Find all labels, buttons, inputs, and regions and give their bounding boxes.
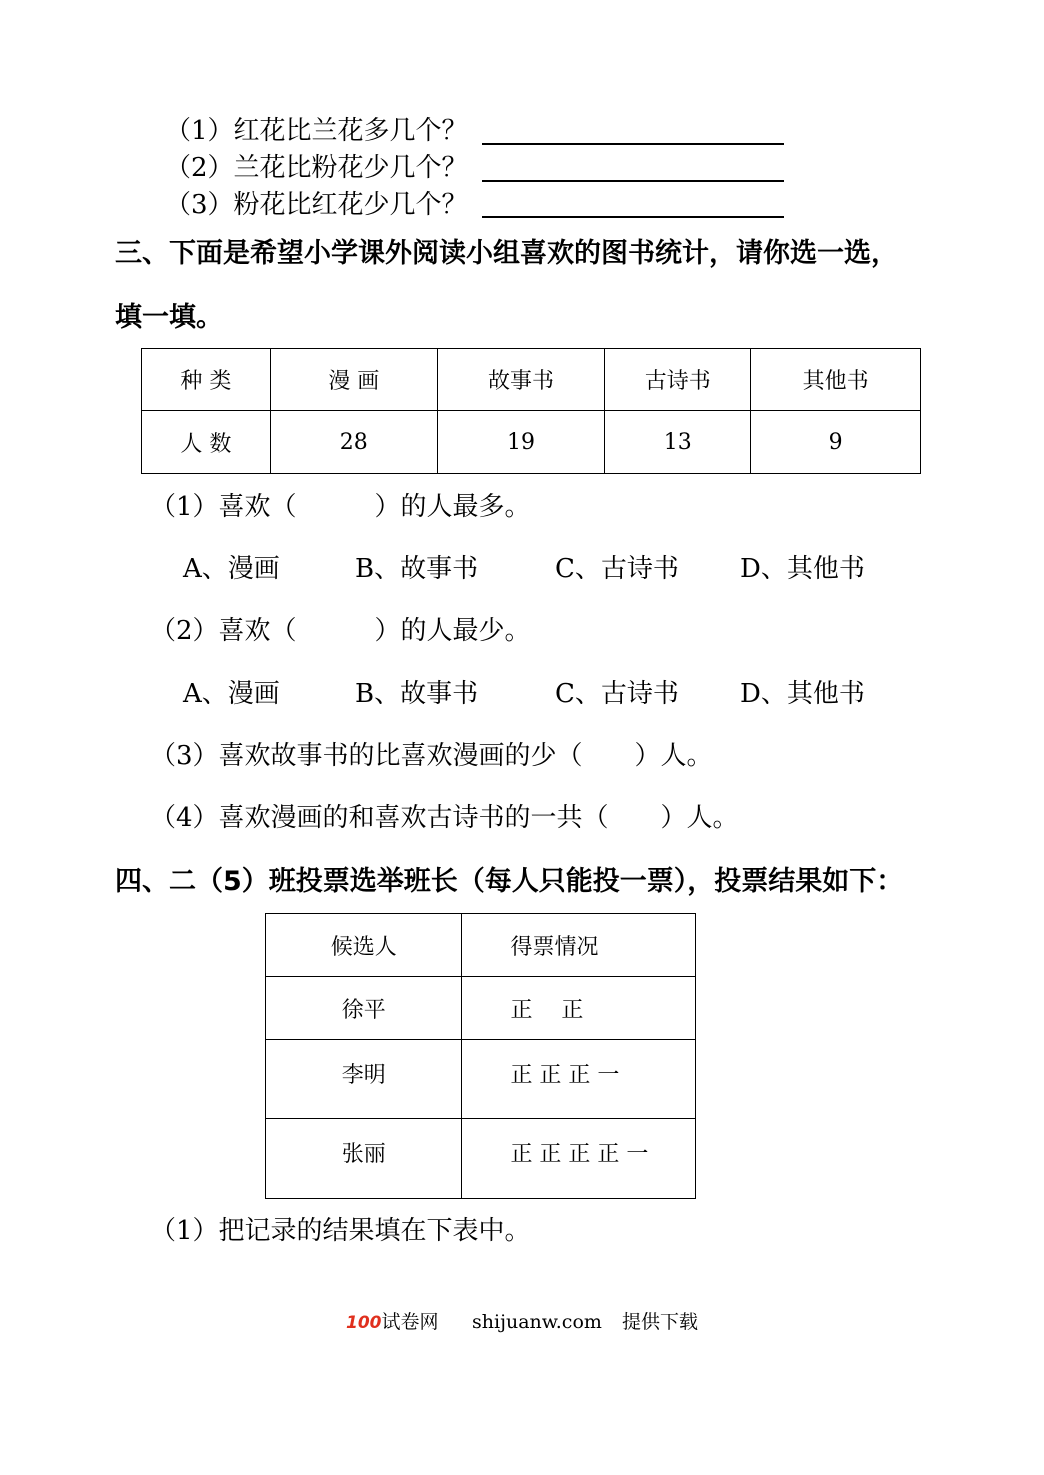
question-2-3: （3）粉花比红花少几个？ (165, 190, 468, 220)
vote-header-row (266, 914, 696, 977)
vote-table (265, 913, 696, 1199)
tally-marks: 正 正 正 一 (462, 1040, 696, 1119)
q2-option-c: C、古诗书 (555, 679, 679, 709)
header-cell-poems: 古诗书 (605, 349, 751, 411)
question-3-1: （1）喜欢（ ）的人最多。 (150, 492, 531, 522)
book-stats-count-row (142, 411, 921, 474)
q2-option-b: B、故事书 (355, 679, 479, 709)
header-cell-other: 其他书 (751, 349, 921, 411)
site-name: 试卷网 (381, 1311, 439, 1333)
book-stats-header-row (142, 349, 921, 411)
candidate-name: 李明 (266, 1040, 462, 1119)
question-3-2: （2）喜欢（ ）的人最少。 (150, 616, 531, 646)
tally-marks: 正 正 正 正 一 (462, 1119, 696, 1199)
count-cell-stories: 19 (437, 411, 605, 474)
count-cell-poems: 13 (605, 411, 751, 474)
vote-row (266, 1040, 696, 1119)
footer-url[interactable]: shijuanw.com (472, 1311, 602, 1333)
q1-option-b: B、故事书 (355, 554, 479, 584)
question-4-1: （1）把记录的结果填在下表中。 (150, 1216, 531, 1246)
candidate-name: 张丽 (266, 1119, 462, 1199)
header-cell-category: 种 类 (142, 349, 271, 411)
book-stats-table (141, 348, 921, 474)
q2-option-a: A、漫画 (183, 679, 280, 709)
section-4-heading: 四、二（5）班投票选举班长（每人只能投一票），投票结果如下： (115, 866, 904, 897)
vote-row (266, 977, 696, 1040)
header-cell-votes: 得票情况 (462, 914, 696, 977)
question-2-2: （2）兰花比粉花少几个？ (165, 153, 468, 183)
footer-note: 提供下载 (622, 1311, 699, 1333)
q1-option-d: D、其他书 (740, 554, 865, 584)
question-3-4: （4）喜欢漫画的和喜欢古诗书的一共（ ）人。 (150, 803, 739, 833)
question-3-3: （3）喜欢故事书的比喜欢漫画的少（ ）人。 (150, 741, 713, 771)
row-label-count: 人 数 (142, 411, 271, 474)
answer-line-2-3 (482, 216, 784, 218)
answer-line-2-1 (482, 143, 784, 145)
footer-brand (346, 1311, 439, 1334)
site-logo: 100 (346, 1313, 382, 1333)
q1-option-a: A、漫画 (183, 554, 280, 584)
section-3-heading-line2: 填一填。 (115, 302, 223, 333)
candidate-name: 徐平 (266, 977, 462, 1040)
count-cell-other: 9 (751, 411, 921, 474)
header-cell-candidate: 候选人 (266, 914, 462, 977)
question-2-1: （1）红花比兰花多几个？ (165, 116, 468, 146)
q1-option-c: C、古诗书 (555, 554, 679, 584)
q2-option-d: D、其他书 (740, 679, 865, 709)
tally-marks: 正 正 (462, 977, 696, 1040)
answer-line-2-2 (482, 180, 784, 182)
header-cell-comics: 漫 画 (270, 349, 437, 411)
section-3-heading-line1: 三、下面是希望小学课外阅读小组喜欢的图书统计，请你选一选， (115, 238, 898, 269)
count-cell-comics: 28 (270, 411, 437, 474)
vote-row (266, 1119, 696, 1199)
header-cell-stories: 故事书 (437, 349, 605, 411)
